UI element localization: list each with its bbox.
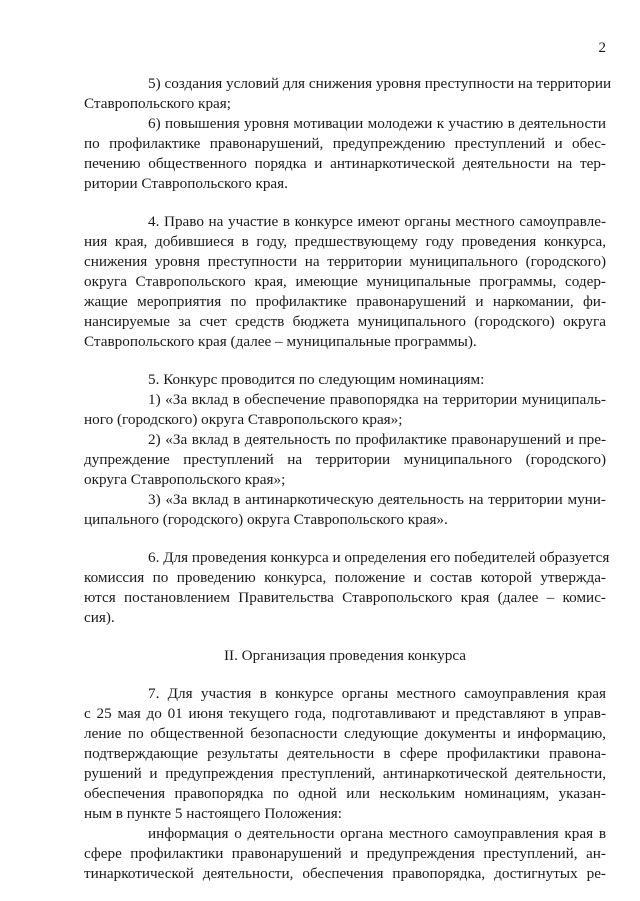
s6-line-3: ются постановлением Правительства Ставропольского края (далее – комис- [84,589,606,606]
p6-line-4: ритории Ставропольского края. [84,175,288,192]
s4-line-7: Ставропольского края (далее – муниципальные программы). [84,333,477,350]
s7-line-6: обеспечения правопорядка по одной или нескольким номинациям, указан- [84,785,606,802]
s6-line-1: 6. Для проведения конкурса и определения его победителей образуется [148,549,610,566]
s4-line-3: снижения уровня преступности на территории муниципального (городского) [84,253,606,270]
n2-line-1: 2) «За вклад в деятельность по профилактике правонарушений и пре- [148,431,606,448]
n2-line-3: округа Ставропольского края»; [84,471,286,488]
n1-line-2: ного (городского) округа Ставропольского края»; [84,411,403,428]
p6-line-1: 6) повышения уровня мотивации молодежи к участию в деятельности [148,115,606,132]
n3-line-2: ципального (городского) округа Ставропольского края». [84,511,448,528]
s4-line-6: нансируемые за счет средств бюджета муниципального (городского) округа [84,313,606,330]
s7-line-7: ным в пункте 5 настоящего Положения: [84,805,342,822]
n3-line-1: 3) «За вклад в антинаркотическую деятельность на территории муни- [148,491,606,508]
s4-line-4: округа Ставропольского края, имеющие муниципальные программы, содер- [84,273,606,290]
s7-line-1: 7. Для участия в конкурсе органы местного самоуправления края [148,685,606,702]
s4-line-1: 4. Право на участие в конкурсе имеют органы местного самоуправле- [148,213,606,230]
s5-line-1: 5. Конкурс проводится по следующим номинациям: [148,371,485,388]
s6-line-2: комиссия по проведению конкурса, положение и состав которой утвержда- [84,569,606,586]
s7-line-5: рушений и предупреждения преступлений, антинаркотической деятельности, [84,765,606,782]
p6-line-3: печению общественного порядка и антинаркотической деятельности на тер- [84,155,606,172]
info-line-2: сфере профилактики правонарушений и предупреждения преступлений, ан- [84,845,606,862]
p5-line-2: Ставропольского края; [84,95,231,112]
page-number: 2 [598,40,606,56]
p6-line-2: по профилактике правонарушений, предупреждению преступлений и обес- [84,135,606,152]
s4-line-5: жащие мероприятия по профилактике правонарушений и наркомании, фи- [84,293,606,310]
s6-line-4: сия). [84,609,115,626]
info-line-1: информация о деятельности органа местного самоуправления края в [148,825,606,842]
s7-line-2: с 25 мая до 01 июня текущего года, подготавливают и представляют в управ- [84,705,606,722]
section-heading: II. Организация проведения конкурса [223,647,467,664]
n1-line-1: 1) «За вклад в обеспечение правопорядка на территории муниципаль- [148,391,606,408]
s4-line-2: ния края, добившиеся в году, предшествующему году проведения конкурса, [84,233,606,250]
p5-line-1: 5) создания условий для снижения уровня преступности на территории [148,75,612,92]
s7-line-4: подтверждающие результаты деятельности в сфере профилактики правона- [84,745,606,762]
s7-line-3: ление по общественной безопасности следующие документы и информацию, [84,725,606,742]
info-line-3: тинаркотической деятельности, обеспечения правопорядка, достигнутых ре- [84,865,606,882]
n2-line-2: дупреждение преступлений на территории муниципального (городского) [84,451,606,468]
